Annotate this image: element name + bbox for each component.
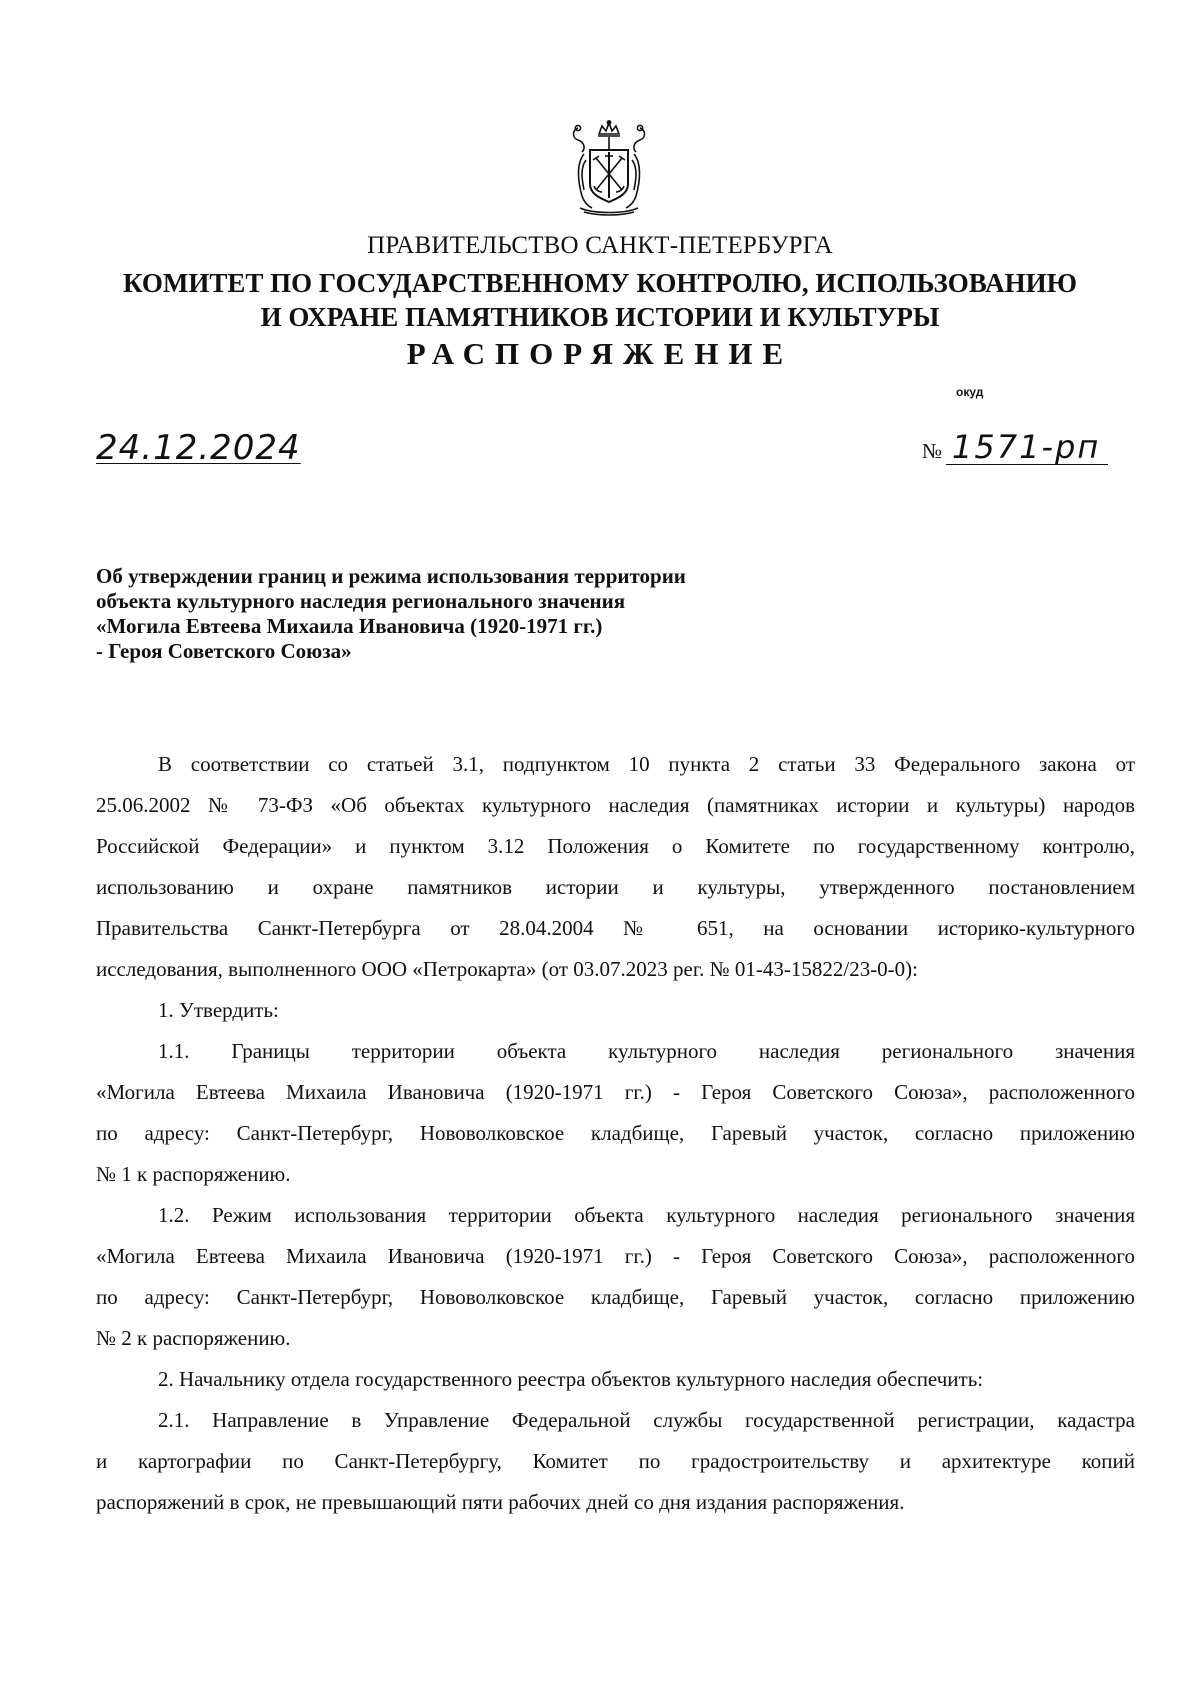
body-line: № 1 к распоряжению.: [96, 1162, 291, 1186]
document-date: 24.12.2024: [96, 428, 301, 468]
document-number-value: 1571-рп: [946, 430, 1108, 465]
government-name: ПРАВИТЕЛЬСТВО САНКТ-ПЕТЕРБУРГА: [367, 232, 833, 259]
body-line: В соответствии со статьей 3.1, подпунктом 10 пункта 2 статьи 33 Федерального закона от: [158, 752, 1135, 776]
document-subject: [96, 564, 856, 664]
body-line: «Могила Евтеева Михаила Ивановича (1920-1971 гг.) - Героя Советского Союза», расположенного: [96, 1080, 1135, 1104]
committee-name-line-2: И ОХРАНЕ ПАМЯТНИКОВ ИСТОРИИ И КУЛЬТУРЫ: [260, 302, 940, 332]
subject-line: объекта культурного наследия регионального значения: [96, 589, 626, 613]
body-line: использованию и охране памятников истории и культуры, утвержденного постановлением: [96, 875, 1135, 899]
subject-line: Об утверждении границ и режима использования территории: [96, 564, 686, 588]
body-line: Правительства Санкт-Петербурга от 28.04.2004 № 651, на основании историко-культурного: [96, 916, 1135, 940]
document-type-title: РАСПОРЯЖЕНИЕ: [406, 336, 794, 371]
body-line: «Могила Евтеева Михаила Ивановича (1920-1971 гг.) - Героя Советского Союза», расположенного: [96, 1244, 1135, 1268]
subject-line: «Могила Евтеева Михаила Ивановича (1920-1971 гг.): [96, 614, 603, 638]
body-line: по адресу: Санкт-Петербург, Нововолковское кладбище, Гаревый участок, согласно приложению: [96, 1121, 1135, 1145]
subject-line: - Героя Советского Союза»: [96, 639, 352, 663]
document-number: [922, 430, 1108, 465]
number-sign: №: [922, 439, 943, 463]
body-line: 25.06.2002 № 73-ФЗ «Об объектах культурного наследия (памятниках истории и культуры) народов: [96, 793, 1135, 817]
body-line: распоряжений в срок, не превышающий пяти рабочих дней со дня издания распоряжения.: [96, 1490, 905, 1514]
body-line: Российской Федерации» и пунктом 3.12 Положения о Комитете по государственному контролю,: [96, 834, 1135, 858]
body-line: исследования, выполненного ООО «Петрокарта» (от 03.07.2023 рег. № 01-43-15822/23-0-0):: [96, 957, 919, 981]
document-body: [96, 744, 1135, 1523]
body-line: № 2 к распоряжению.: [96, 1326, 291, 1350]
body-line: 1. Утвердить:: [158, 998, 279, 1022]
okud-label: окуд: [956, 385, 984, 399]
body-line: 1.2. Режим использования территории объекта культурного наследия регионального значения: [158, 1203, 1135, 1227]
body-line: 2.1. Направление в Управление Федеральной службы государственной регистрации, кадастра: [158, 1408, 1135, 1432]
body-line: и картографии по Санкт-Петербургу, Комитет по градостроительству и архитектуре копий: [96, 1449, 1135, 1473]
committee-name: [60, 266, 1140, 334]
body-line: 1.1. Границы территории объекта культурного наследия регионального значения: [158, 1039, 1135, 1063]
body-line: 2. Начальнику отдела государственного реестра объектов культурного наследия обеспечить:: [158, 1367, 984, 1391]
body-line: по адресу: Санкт-Петербург, Нововолковское кладбище, Гаревый участок, согласно приложению: [96, 1285, 1135, 1309]
committee-name-line-1: КОМИТЕТ ПО ГОСУДАРСТВЕННОМУ КОНТРОЛЮ, ИСПОЛЬЗОВАНИЮ: [123, 268, 1077, 298]
coat-of-arms-emblem: [566, 120, 652, 216]
